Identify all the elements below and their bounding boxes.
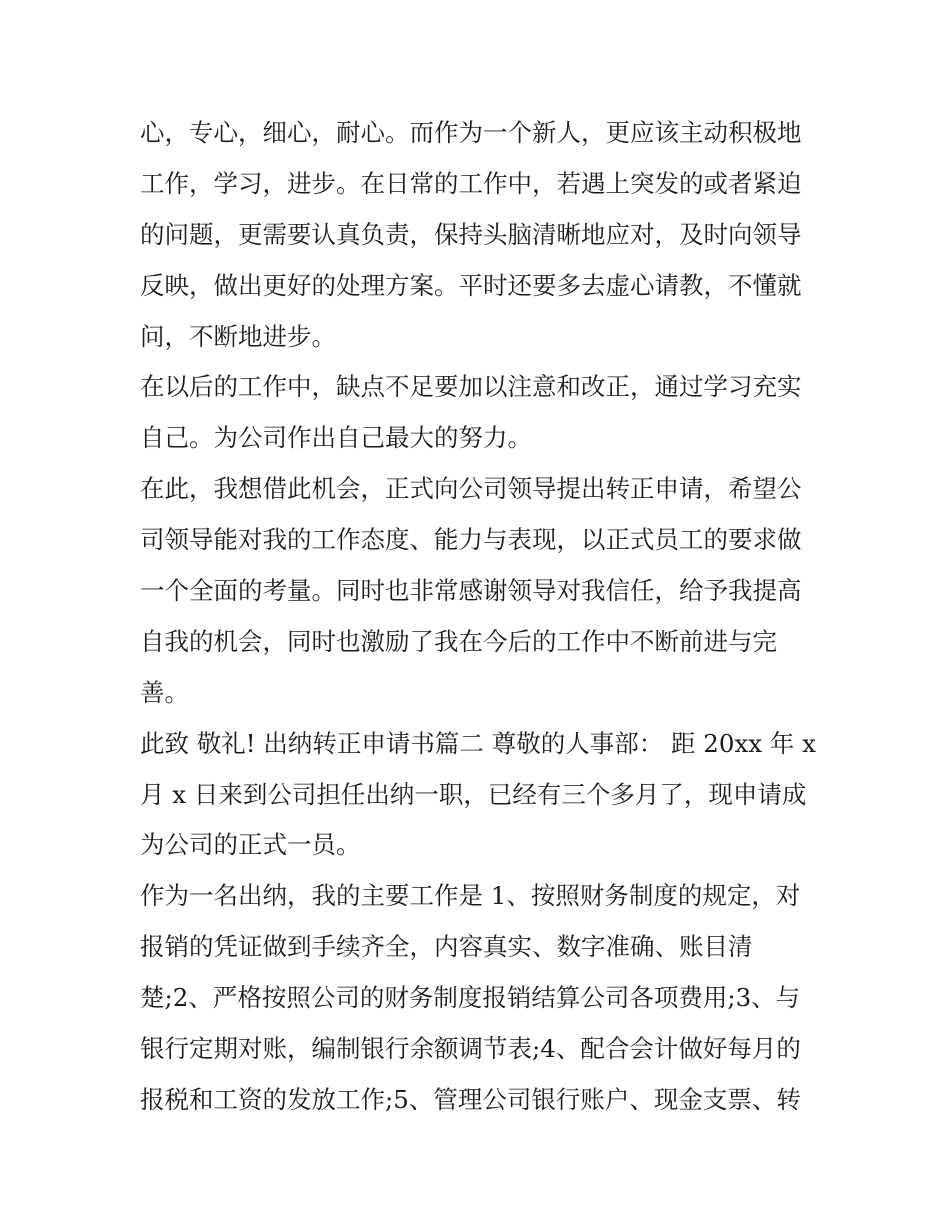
text-line: 为公司的正式一员。 — [140, 830, 361, 860]
document-body — [140, 108, 820, 1126]
text-line: 一个全面的考量。同时也非常感谢领导对我信任，给予我提高 — [140, 576, 802, 606]
text-line: 心，专心，细心，耐心。而作为一个新人，更应该主动积极地 — [140, 118, 802, 147]
text-line: 司领导能对我的工作态度、能力与表现，以正式员工的要求做 — [140, 525, 802, 555]
text-line: 此致 敬礼! 出纳转正申请书篇二 尊敬的人事部： 距 20xx 年 x — [140, 728, 816, 758]
text-line: 工作，学习，进步。在日常的工作中，若遇上突发的或者紧迫 — [140, 168, 802, 198]
text-line: 报销的凭证做到手续齐全，内容真实、数字准确、账目清 — [140, 932, 753, 962]
text-line: 反映，做出更好的处理方案。平时还要多去虚心请教，不懂就 — [140, 270, 802, 300]
text-line: 楚;2、严格按照公司的财务制度报销结算公司各项费用;3、与 — [140, 983, 801, 1013]
text-line: 的问题，更需要认真负责，保持头脑清晰地应对，及时向领导 — [140, 219, 802, 249]
text-line: 报税和工资的发放工作;5、管理公司银行账户、现金支票、转 — [140, 1084, 801, 1114]
text-line: 银行定期对账，编制银行余额调节表;4、配合会计做好每月的 — [140, 1034, 801, 1064]
text-line: 在此，我想借此机会，正式向公司领导提出转正申请，希望公 — [140, 474, 802, 504]
text-line: 善。 — [140, 677, 189, 707]
text-line: 自我的机会，同时也激励了我在今后的工作中不断前进与完 — [140, 626, 777, 656]
text-line: 在以后的工作中，缺点不足要加以注意和改正，通过学习充实 — [140, 372, 802, 402]
text-line: 月 x 日来到公司担任出纳一职，已经有三个多月了，现申请成 — [140, 779, 807, 809]
text-line: 作为一名出纳，我的主要工作是 1、按照财务制度的规定，对 — [140, 881, 801, 911]
text-line: 问，不断地进步。 — [140, 321, 336, 351]
text-line: 自己。为公司作出自己最大的努力。 — [140, 423, 532, 453]
